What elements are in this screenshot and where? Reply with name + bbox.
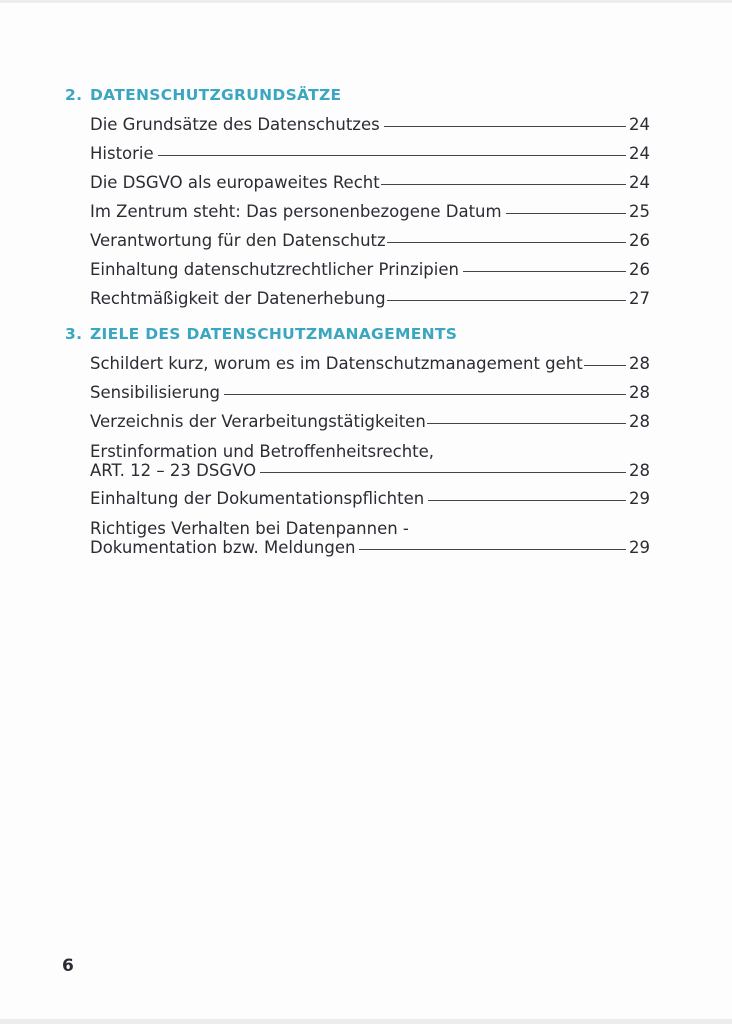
toc-entry[interactable] bbox=[90, 171, 650, 195]
toc-entry-label: Schildert kurz, worum es im Datenschutzmanagement geht bbox=[90, 354, 583, 373]
page-number: 6 bbox=[62, 956, 74, 976]
section-number: 2. bbox=[65, 86, 83, 104]
toc-entry-page: 26 bbox=[629, 260, 650, 279]
toc-entry-label: Rechtmäßigkeit der Datenerhebung bbox=[90, 289, 386, 308]
toc-entry[interactable] bbox=[90, 287, 650, 311]
toc-entry-page: 28 bbox=[629, 412, 650, 431]
dot-leader bbox=[158, 155, 626, 156]
toc-entry-page: 26 bbox=[629, 231, 650, 250]
section-heading bbox=[65, 83, 341, 107]
section-title: ZIELE DES DATENSCHUTZMANAGEMENTS bbox=[90, 325, 458, 343]
toc-entry-page: 27 bbox=[629, 289, 650, 308]
toc-entry-label: Historie bbox=[90, 144, 154, 163]
dot-leader bbox=[428, 500, 626, 501]
toc-entry-label: Verzeichnis der Verarbeitungstätigkeiten bbox=[90, 412, 426, 431]
dot-leader bbox=[463, 271, 626, 272]
toc-entry[interactable] bbox=[90, 440, 650, 483]
toc-entry-page: 29 bbox=[629, 538, 650, 557]
toc-entry-label: Dokumentation bzw. Meldungen bbox=[90, 538, 356, 557]
dot-leader bbox=[584, 365, 626, 366]
toc-entry[interactable] bbox=[90, 229, 650, 253]
toc-entry[interactable] bbox=[90, 381, 650, 405]
dot-leader bbox=[387, 242, 626, 243]
toc-entry-label-line1: Erstinformation und Betroffenheitsrechte, bbox=[90, 442, 435, 461]
dot-leader bbox=[384, 126, 626, 127]
toc-entry[interactable] bbox=[90, 517, 650, 560]
toc-entry-page: 24 bbox=[629, 173, 650, 192]
toc-entry-label: ART. 12 – 23 DSGVO bbox=[90, 461, 257, 480]
dot-leader bbox=[381, 184, 626, 185]
section-number: 3. bbox=[65, 325, 83, 343]
dot-leader bbox=[359, 549, 626, 550]
toc-entry-page: 28 bbox=[629, 461, 650, 480]
toc-entry[interactable] bbox=[90, 410, 650, 434]
dot-leader bbox=[224, 394, 626, 395]
document-page bbox=[0, 3, 732, 1019]
toc-entry-page: 24 bbox=[629, 115, 650, 134]
toc-entry[interactable] bbox=[90, 200, 650, 224]
dot-leader bbox=[260, 472, 626, 473]
toc-entry[interactable] bbox=[90, 487, 650, 511]
dot-leader bbox=[387, 300, 626, 301]
toc-entry-page: 24 bbox=[629, 144, 650, 163]
toc-entry-label-line1: Richtiges Verhalten bei Datenpannen - bbox=[90, 519, 409, 538]
toc-entry-page: 29 bbox=[629, 489, 650, 508]
toc-entry-label: Im Zentrum steht: Das personenbezogene Datum bbox=[90, 202, 502, 221]
toc-entry-label: Sensibilisierung bbox=[90, 383, 220, 402]
toc-entry-page: 28 bbox=[629, 383, 650, 402]
toc-entry-label: Einhaltung datenschutzrechtlicher Prinzipien bbox=[90, 260, 459, 279]
dot-leader bbox=[506, 213, 626, 214]
toc-entry-label: Die Grundsätze des Datenschutzes bbox=[90, 115, 380, 134]
toc-entry[interactable] bbox=[90, 113, 650, 137]
toc-entry[interactable] bbox=[90, 352, 650, 376]
toc-entry-label: Verantwortung für den Datenschutz bbox=[90, 231, 386, 250]
dot-leader bbox=[427, 423, 626, 424]
toc-entry-label: Einhaltung der Dokumentationspflichten bbox=[90, 489, 425, 508]
toc-entry[interactable] bbox=[90, 142, 650, 166]
toc-entry[interactable] bbox=[90, 258, 650, 282]
section-title: DATENSCHUTZGRUNDSÄTZE bbox=[90, 86, 342, 104]
toc-entry-page: 25 bbox=[629, 202, 650, 221]
toc-entry-label: Die DSGVO als europaweites Recht bbox=[90, 173, 380, 192]
toc-entry-page: 28 bbox=[629, 354, 650, 373]
section-heading bbox=[65, 322, 457, 346]
